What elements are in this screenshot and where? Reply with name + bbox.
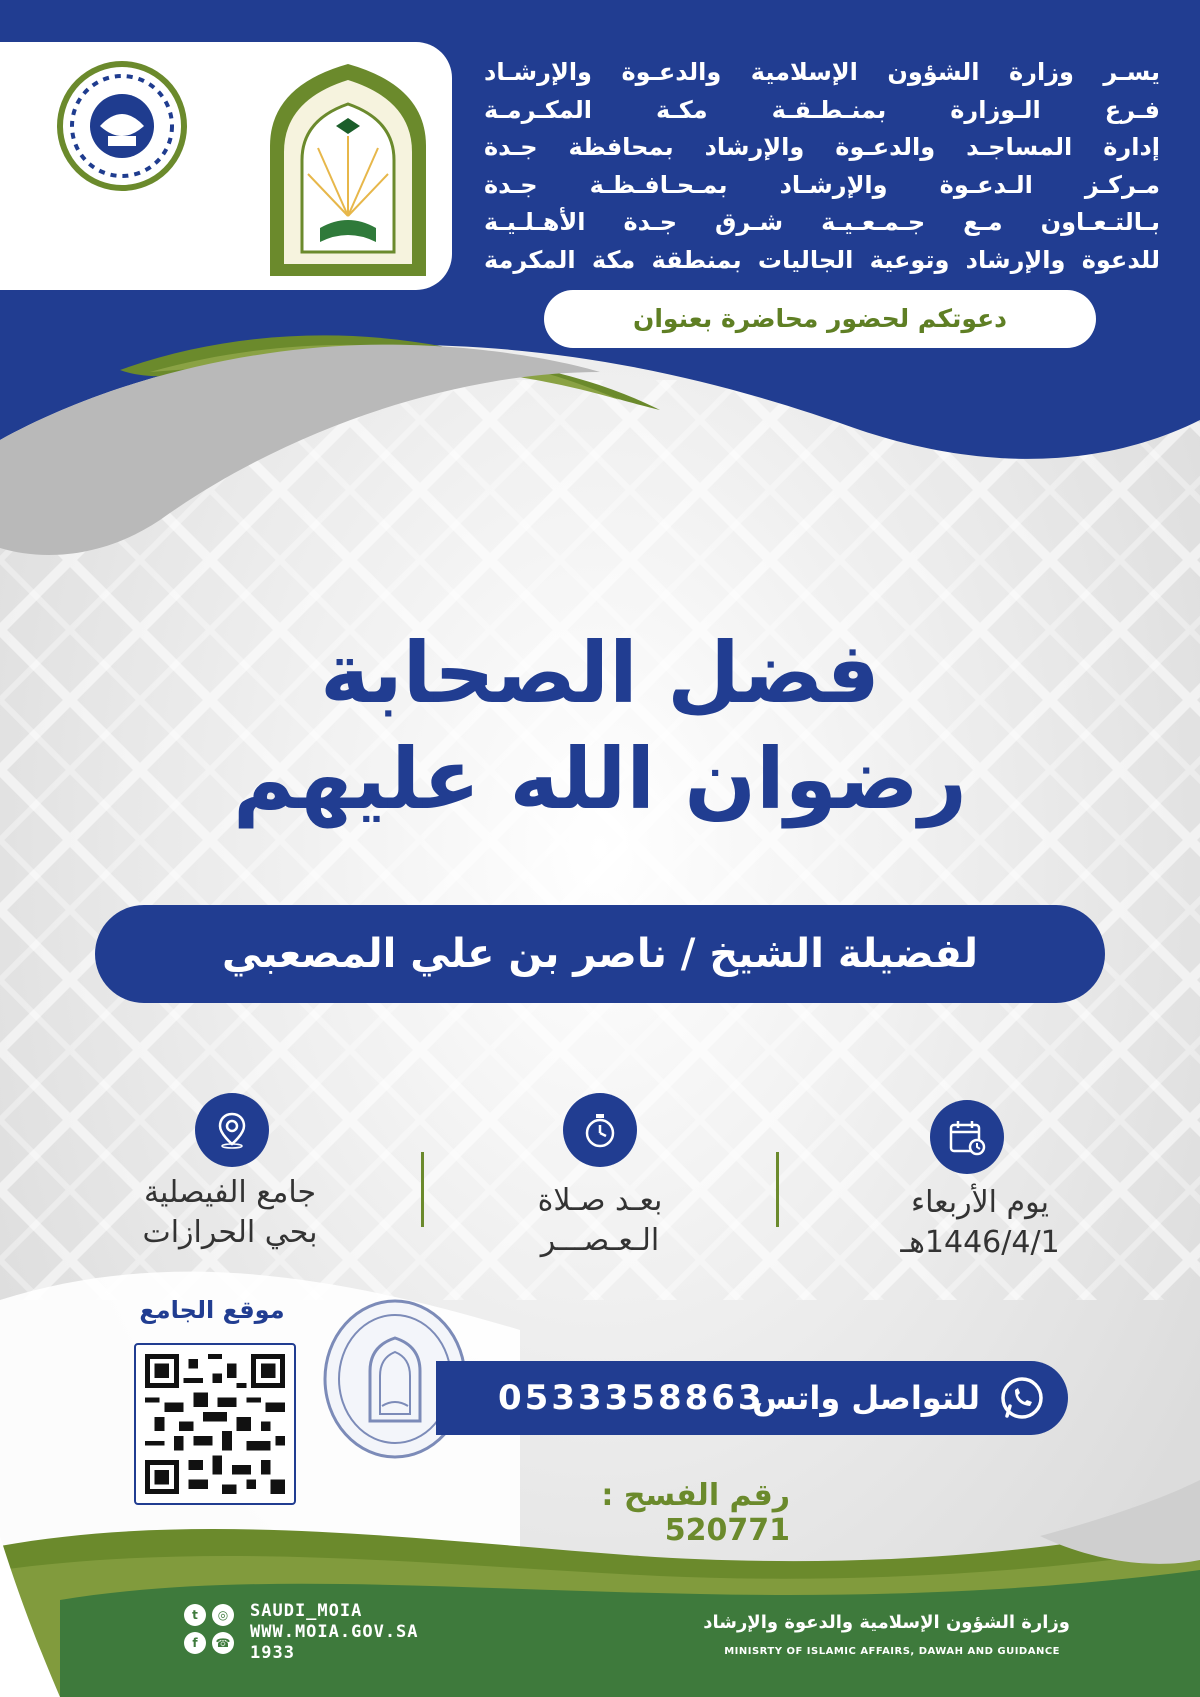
lecture-title (160, 620, 1040, 832)
event-place (105, 1173, 355, 1253)
header-line: مـركـز الـدعـوة والإرشـاد بمـحـافـظـة جـدة (484, 170, 1160, 199)
hotline-number: 1933 (250, 1643, 295, 1663)
permit-label: رقم الفسح : (601, 1478, 790, 1513)
ministry-name-english: MINISRTY OF ISLAMIC AFFAIRS, DAWAH AND GUIDANCE (724, 1646, 1060, 1657)
ministry-name-arabic: وزارة الشؤون الإسلامية والدعوة والإرشاد (703, 1612, 1070, 1633)
whatsapp-icon (998, 1374, 1046, 1422)
header-line: فـرع الـوزارة بمنـطـقـة مكـة المكـرمـة (484, 95, 1160, 124)
twitter-icon[interactable]: t (184, 1604, 206, 1626)
phone-icon[interactable]: ☎ (212, 1632, 234, 1654)
association-emblem-icon (48, 54, 196, 282)
permit-number-line (470, 1478, 790, 1548)
header-line: يسـر وزارة الشؤون الإسلامية والدعـوة والإرشـاد (484, 58, 1160, 86)
info-divider (776, 1152, 779, 1227)
mosque-location-label: موقع الجامع (139, 1296, 285, 1324)
contact-phone[interactable]: 0533358863 (498, 1378, 765, 1418)
logo-panel (0, 42, 452, 290)
info-divider (421, 1152, 424, 1227)
whatsapp-contact-banner[interactable] (436, 1361, 1068, 1435)
event-place-line-2: بحي الحرازات (142, 1215, 318, 1250)
header-line: بـالتـعـاون مـع جـمـعـيـة شـرق جـدة الأهـلـيـة (484, 208, 1160, 236)
contact-label: للتواصل واتس (752, 1379, 980, 1417)
social-handle[interactable]: SAUDI_MOIA (250, 1601, 363, 1621)
event-time (480, 1181, 720, 1261)
title-line-1: فضل الصحابة (320, 624, 880, 722)
footer-contact-block (250, 1601, 490, 1664)
event-place-line-1: جامع الفيصلية (143, 1175, 317, 1210)
header-line: إدارة المساجـد والدعـوة والإرشاد بمحافظة جـدة (484, 133, 1160, 161)
invite-banner: دعوتكم لحضور محاضرة بعنوان (544, 290, 1096, 348)
calendar-icon (930, 1100, 1004, 1174)
event-time-line-2: الـعـصـــر (540, 1223, 660, 1258)
event-date-value: 1446/4/1هـ (900, 1225, 1060, 1260)
facebook-icon[interactable]: f (184, 1632, 206, 1654)
location-pin-icon (195, 1093, 269, 1167)
title-line-2: رضوان الله عليهم (232, 730, 967, 828)
event-date (880, 1183, 1080, 1263)
event-time-line-1: بعـد صـلاة (537, 1183, 663, 1218)
permit-number: 520771 (664, 1513, 790, 1548)
qr-code[interactable] (134, 1343, 296, 1505)
instagram-icon[interactable]: ◎ (212, 1604, 234, 1626)
header-line: للدعوة والإرشاد وتوعية الجاليات بمنطقة مكة المكرمة (484, 245, 1160, 274)
social-icons (184, 1604, 240, 1660)
website-link[interactable]: WWW.MOIA.GOV.SA (250, 1622, 419, 1642)
speaker-banner: لفضيلة الشيخ / ناصر بن علي المصعبي (95, 905, 1105, 1003)
header-text-block (484, 54, 1160, 279)
ministry-emblem-icon (262, 56, 434, 280)
stopwatch-icon (563, 1093, 637, 1167)
event-day: يوم الأربعاء (911, 1185, 1049, 1220)
